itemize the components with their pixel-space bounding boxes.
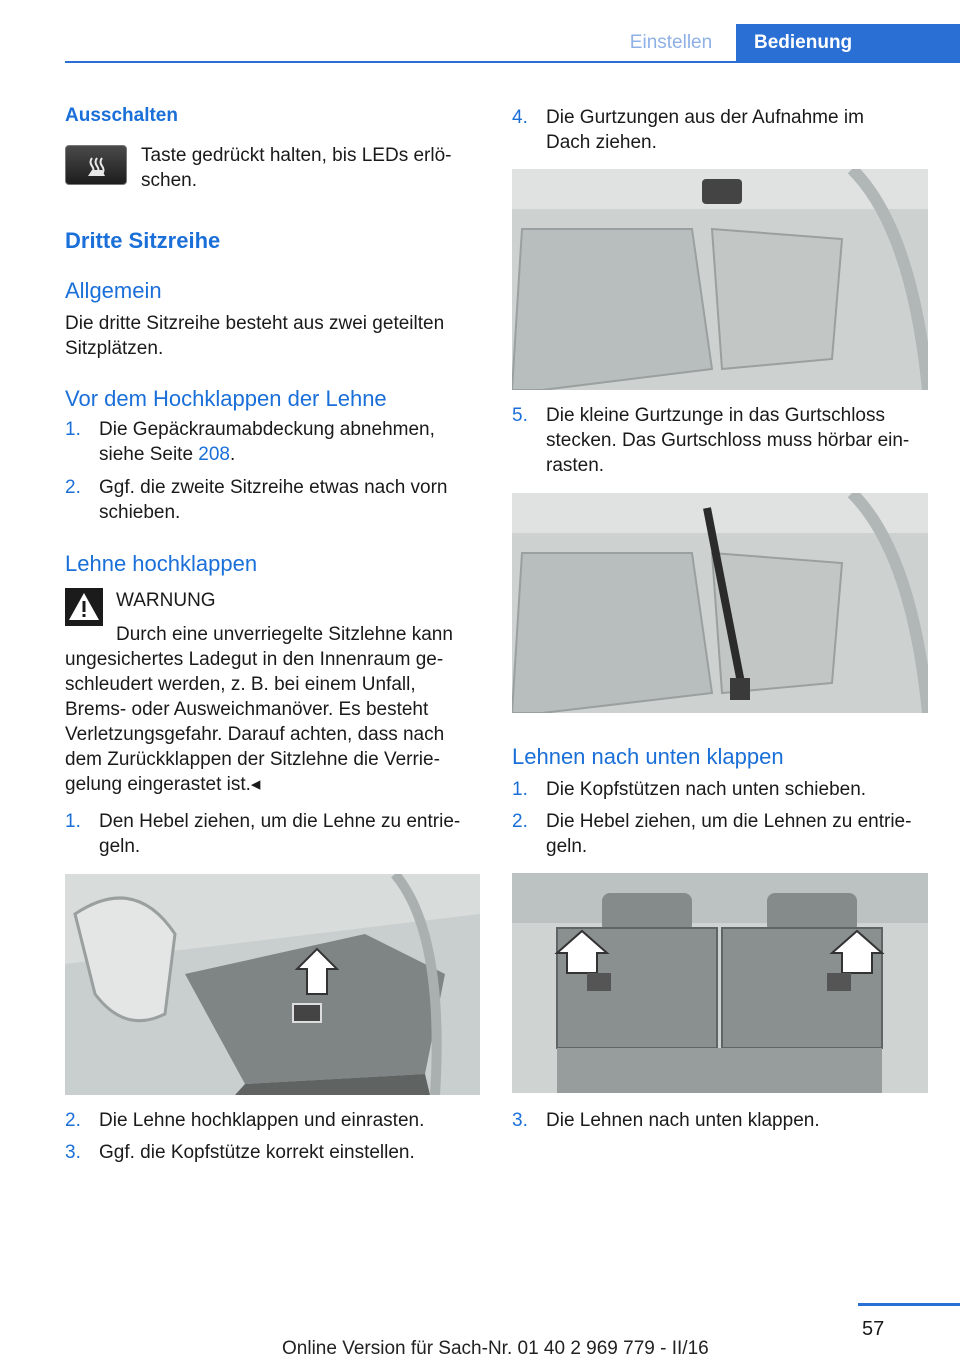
- step-text: Die Gurtzungen aus der Aufnahme im Dach ziehen.: [546, 107, 864, 153]
- step-number: 2.: [512, 811, 528, 832]
- warning-text: ungesichertes Ladegut in den Innenraum ge- schleudert werden, z. B. bei einem Unfall, Brems- oder Ausweichmanöver. Es besteht Verletzungsgefahr. Darauf achten, dass nach dem Zurückklappen der Sitzlehne die Verrie- gelung eingerastet ist.◂: [65, 649, 445, 795]
- tab-einstellen[interactable]: Einstellen: [629, 32, 713, 53]
- photo-belt-buckle: [512, 493, 928, 713]
- step-text: Die Kopfstützen nach unten schieben.: [546, 779, 867, 800]
- page-link[interactable]: 208: [198, 444, 230, 465]
- step-text: Die Lehne hochklappen und einrasten.: [99, 1110, 425, 1131]
- step-text: Den Hebel ziehen, um die Lehne zu entrie- geln.: [99, 811, 461, 857]
- step-text: Die Lehnen nach unten klappen.: [546, 1110, 820, 1131]
- lehnen-unten-heading: Lehnen nach unten klappen: [512, 744, 784, 769]
- step-text: Ggf. die zweite Sitzreihe etwas nach vorn schieben.: [99, 477, 448, 523]
- step-number: 2.: [65, 1110, 81, 1131]
- step-text: Die Gepäckraumabdeckung abnehmen, siehe Seite 208.: [99, 419, 435, 465]
- photo-two-seatbacks: [512, 873, 928, 1093]
- step-text: Die Hebel ziehen, um die Lehnen zu entrie- geln.: [546, 811, 912, 857]
- online-version: Online Version für Sach-Nr. 01 40 2 969 779 - II/16: [282, 1338, 709, 1359]
- photo-lever-seat: [65, 874, 480, 1095]
- step-number: 3.: [65, 1142, 81, 1163]
- allgemein-heading: Allgemein: [65, 278, 162, 303]
- ausschalten-text: Taste gedrückt halten, bis LEDs erlö- schen.: [141, 145, 452, 191]
- step-number: 5.: [512, 405, 528, 426]
- vor-hochklappen-heading: Vor dem Hochklappen der Lehne: [65, 386, 387, 411]
- step-number: 3.: [512, 1110, 528, 1131]
- page-number: 57: [862, 1318, 885, 1340]
- ausschalten-heading: Ausschalten: [65, 105, 178, 126]
- tab-bedienung[interactable]: Bedienung: [736, 24, 960, 62]
- lehne-hochklappen-heading: Lehne hochklappen: [65, 551, 258, 576]
- photo-belt-tongues-roof: [512, 169, 928, 390]
- warning-icon: [65, 588, 103, 626]
- allgemein-text: Die dritte Sitzreihe besteht aus zwei geteilten Sitzplätzen.: [65, 313, 445, 359]
- dritte-sitzreihe-heading: Dritte Sitzreihe: [65, 228, 221, 253]
- step-number: 1.: [512, 779, 528, 800]
- warning-title: WARNUNG: [116, 590, 216, 611]
- seat-heating-button-icon: [65, 145, 127, 185]
- step-number: 2.: [65, 477, 81, 498]
- header-rule: [65, 61, 960, 63]
- step-text: Ggf. die Kopfstütze korrekt einstellen.: [99, 1142, 415, 1163]
- warning-line: Durch eine unverriegelte Sitzlehne kann: [116, 624, 453, 645]
- step-number: 1.: [65, 419, 81, 440]
- footer-rule: [858, 1303, 960, 1306]
- step-number: 4.: [512, 107, 528, 128]
- step-text: Die kleine Gurtzunge in das Gurtschloss stecken. Das Gurtschloss muss hörbar ein- rasten.: [546, 405, 910, 476]
- step-number: 1.: [65, 811, 81, 832]
